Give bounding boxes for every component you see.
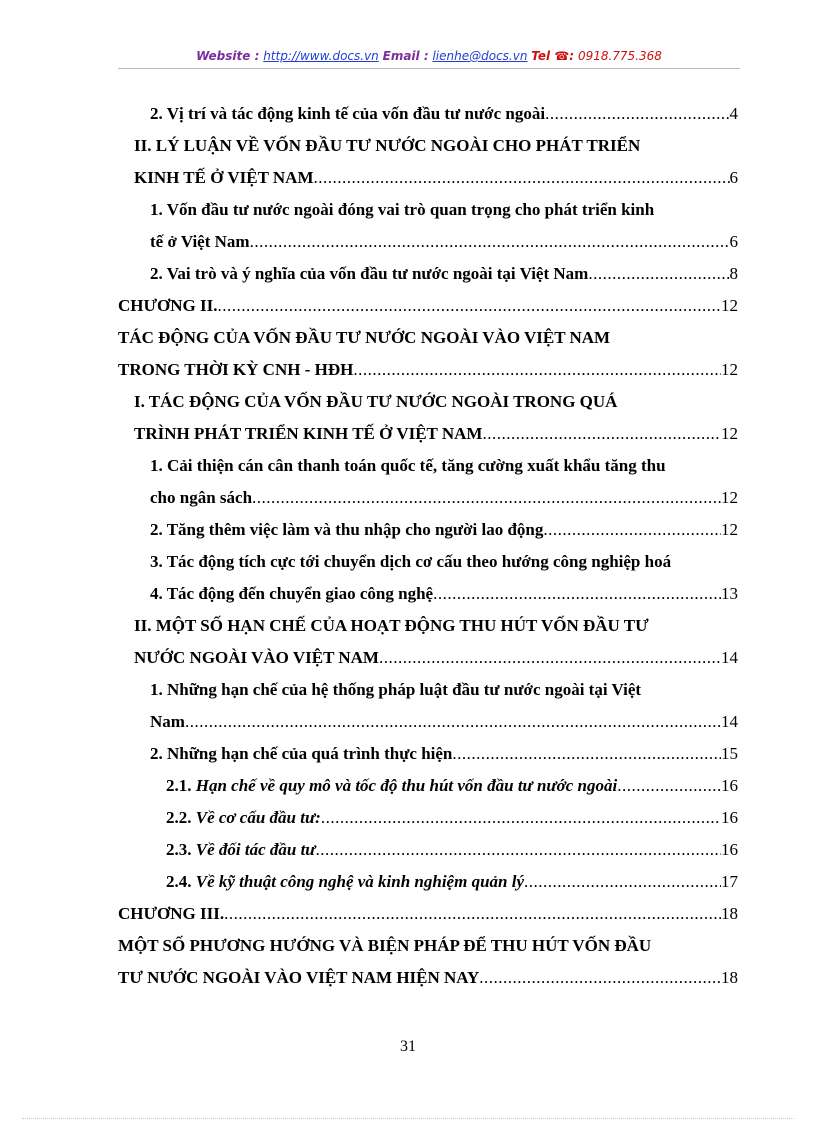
toc-entry-title: 2. Những hạn chế của quá trình thực hiện [150,744,453,763]
toc-entry[interactable] [150,98,738,130]
toc-entry[interactable] [150,546,740,578]
toc-entry[interactable] [118,290,738,322]
toc-entry[interactable] [134,418,738,450]
toc-entry-title: 1. Vốn đầu tư nước ngoài đóng vai trò quan trọng cho phát triển kinh [150,200,655,219]
toc-entry[interactable] [134,642,738,674]
toc-entry-page: 14 [721,648,738,667]
website-link[interactable]: http://www.docs.vn [263,49,379,63]
toc-entry[interactable] [150,578,738,610]
toc-entry[interactable] [134,386,738,418]
email-label: Email : [382,49,429,63]
toc-entry-number: 2.3. [166,840,192,859]
toc-entry-title: MỘT SỐ PHƯƠNG HƯỚNG VÀ BIỆN PHÁP ĐỂ THU HÚT VỐN ĐẦU [118,936,652,955]
toc-entry-page: 12 [721,424,738,443]
toc-entry-title: 2. Vai trò và ý nghĩa của vốn đầu tư nước ngoài tại Việt Nam [150,264,589,283]
toc-entry-page: 16 [721,840,738,859]
toc-entry[interactable] [134,130,738,162]
toc-entry-title: 2. Tăng thêm việc làm và thu nhập cho người lao động [150,520,544,539]
toc-entry-italic-title: Về kỹ thuật công nghệ và kinh nghiệm quản lý [195,872,524,891]
toc-entry-title: 1. Cải thiện cán cân thanh toán quốc tế, tăng cường xuất khẩu tăng thu [150,456,666,475]
toc-leader-dots [545,98,729,130]
toc-entry-page: 8 [729,264,738,283]
toc-entry[interactable] [166,834,738,866]
toc-entry[interactable] [150,226,738,258]
toc-entry[interactable] [150,194,738,226]
toc-entry-title: 3. Tác động tích cực tới chuyển dịch cơ cấu theo hướng công nghiệp hoá [150,552,672,571]
toc-entry[interactable] [118,962,738,994]
page-bottom-divider [22,1118,794,1119]
toc-entry-page: 18 [721,968,738,987]
toc-entry-title: Nam [150,712,185,731]
toc-entry-page: 18 [721,904,738,923]
toc-entry[interactable] [150,258,738,290]
toc-entry-number: 2.2. [166,808,192,827]
toc-entry-title: TƯ NƯỚC NGOÀI VÀO VIỆT NAM HIỆN NAY [118,968,480,987]
toc-entry-title: TÁC ĐỘNG CỦA VỐN ĐẦU TƯ NƯỚC NGOÀI VÀO VIỆT NAM [118,328,611,347]
toc-entry[interactable] [118,322,738,354]
toc-leader-dots [482,418,721,450]
toc-entry-title: 2. Vị trí và tác động kinh tế của vốn đầu tư nước ngoài [150,104,546,123]
toc-leader-dots [452,738,721,770]
toc-entry-title: 1. Những hạn chế của hệ thống pháp luật đầu tư nước ngoài tại Việt [150,680,642,699]
toc-entry-page: 17 [721,872,738,891]
toc-entry-title: TRÌNH PHÁT TRIỂN KINH TẾ Ở VIỆT NAM [134,424,483,443]
toc-entry-title: KINH TẾ Ở VIỆT NAM [134,168,314,187]
toc-entry-page: 12 [721,360,738,379]
toc-entry-title: cho ngân sách [150,488,253,507]
toc-entry-number: 2.1. [166,776,192,795]
toc-entry-page: 13 [721,584,738,603]
toc-entry-page: 14 [721,712,738,731]
toc-entry-page: 12 [721,296,738,315]
toc-entry[interactable] [118,898,738,930]
toc-entry[interactable] [166,802,738,834]
toc-entry-page: 6 [729,232,738,251]
tel-number: 0918.775.368 [577,49,662,63]
toc-leader-dots [314,162,730,194]
toc-leader-dots [321,802,721,834]
toc-entry-number: 2.4. [166,872,192,891]
toc-entry[interactable] [134,610,738,642]
toc-entry[interactable] [150,482,738,514]
toc-entry-page: 16 [721,808,738,827]
toc-leader-dots [185,706,721,738]
toc-entry-page: 4 [729,104,738,123]
toc-leader-dots [524,866,721,898]
toc-entry-title [166,834,316,866]
toc-entry[interactable] [118,354,738,386]
toc-entry-title [166,866,524,898]
toc-entry-page: 6 [729,168,738,187]
toc-leader-dots [224,898,721,930]
toc-leader-dots [252,482,721,514]
toc-entry[interactable] [150,706,738,738]
toc-entry-page: 16 [721,776,738,795]
toc-entry-italic-title: Về đối tác đầu tư [195,840,316,859]
toc-entry[interactable] [118,930,738,962]
toc-entry-title: 4. Tác động đến chuyển giao công nghệ [150,584,434,603]
website-label: Website : [196,49,260,63]
toc-entry[interactable] [166,866,738,898]
toc-entry-title: TRONG THỜI KỲ CNH - HĐH [118,360,354,379]
toc-leader-dots [588,258,729,290]
toc-entry[interactable] [150,514,738,546]
toc-entry[interactable] [166,770,738,802]
toc-entry-title [166,802,321,834]
toc-entry[interactable] [150,450,738,482]
toc-entry-title: II. LÝ LUẬN VỀ VỐN ĐẦU TƯ NƯỚC NGOÀI CHO PHÁT TRIỂN [134,136,641,155]
tel-label: Tel ☎: [531,49,575,63]
toc-leader-dots [353,354,721,386]
toc-entry-title: CHƯƠNG III. [118,904,225,923]
toc-entry-title: tế ở Việt Nam [150,232,250,251]
toc-entry-italic-title: Hạn chế về quy mô và tốc độ thu hút vốn đầu tư nước ngoài [195,776,618,795]
email-link[interactable]: lienhe@docs.vn [432,49,528,63]
toc-entry-title: II. MỘT SỐ HẠN CHẾ CỦA HOẠT ĐỘNG THU HÚT VỐN ĐẦU TƯ [134,616,649,635]
toc-entry-page: 12 [721,520,738,539]
toc-entry-page: 15 [721,744,738,763]
toc-leader-dots [250,226,730,258]
toc-leader-dots [316,834,722,866]
toc-entry-page: 12 [721,488,738,507]
toc-entry[interactable] [150,738,738,770]
toc-entry[interactable] [134,162,738,194]
toc-entry-title: NƯỚC NGOÀI VÀO VIỆT NAM [134,648,379,667]
page-header [118,46,740,69]
page-number: 31 [400,1038,416,1055]
toc-leader-dots [617,770,721,802]
toc-entry-title: I. TÁC ĐỘNG CỦA VỐN ĐẦU TƯ NƯỚC NGOÀI TRONG QUÁ [134,392,618,411]
toc-leader-dots [543,514,721,546]
toc-leader-dots [479,962,721,994]
toc-leader-dots [379,642,721,674]
toc-entry-title [166,770,617,802]
toc-leader-dots [218,290,722,322]
toc-entry-title: CHƯƠNG II. [118,296,218,315]
toc-leader-dots [433,578,721,610]
toc-entry[interactable] [150,674,738,706]
toc-entry-italic-title: Về cơ cấu đầu tư: [195,808,321,827]
